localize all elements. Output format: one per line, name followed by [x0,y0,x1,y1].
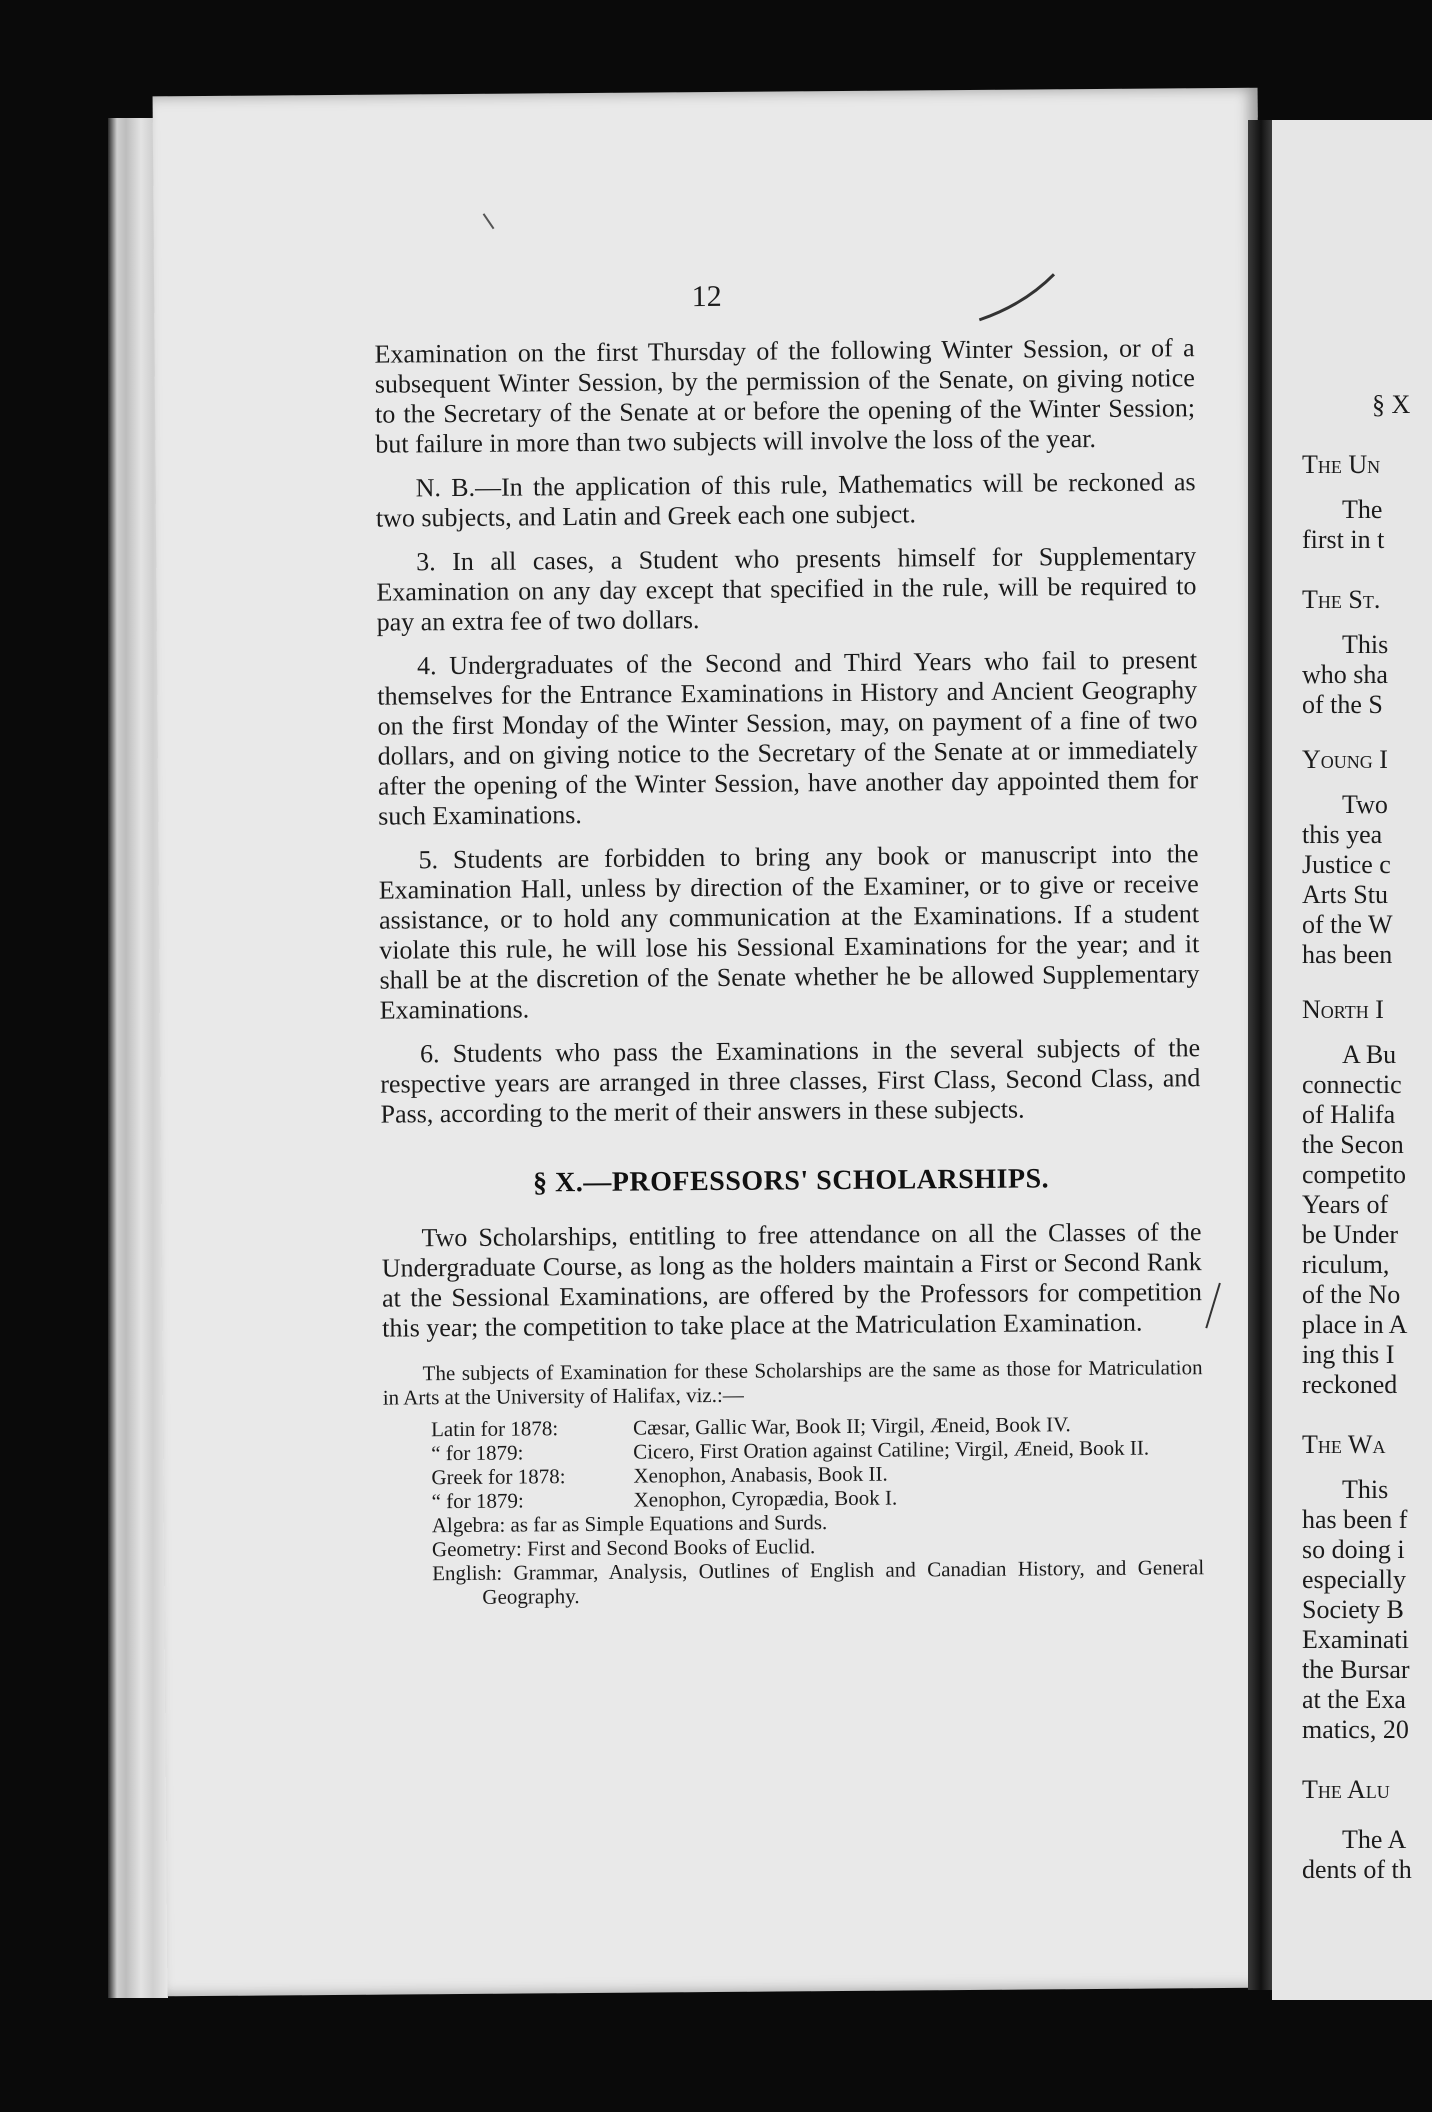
subject-label: Greek for 1878: [431,1464,566,1490]
subject-label: Latin for 1878: [430,1416,559,1442]
section-heading: § X.—PROFESSORS' SCHOLARSHIPS. [532,1163,1050,1199]
facing-page-line: The [1342,495,1383,524]
facing-page-line: reckoned [1302,1370,1398,1399]
subject-text: Xenophon, Anabasis, Book II. [633,1461,888,1488]
facing-page-line: matics, 20 [1302,1715,1409,1744]
facing-page-line: dents of th [1302,1855,1412,1884]
page-number: 12 [691,279,722,314]
subject-text: Cicero, First Oration against Catiline; Virgil, Æneid, Book II. [633,1435,1150,1464]
facing-page-line: A Bu [1342,1040,1397,1069]
left-page [153,88,1273,1997]
facing-page-line: of the W [1302,910,1393,939]
facing-page-line: first in t [1302,525,1385,554]
facing-page-line: who sha [1302,660,1388,689]
facing-page-line: Society B [1302,1595,1404,1624]
facing-page-line: riculum, [1302,1250,1390,1279]
facing-page-line: The St. [1302,585,1381,614]
book-gutter [1248,120,1274,1990]
facing-page-line: of the S [1302,690,1383,719]
facing-page-line: be Under [1302,1220,1399,1249]
facing-page-line: place in A [1302,1310,1408,1339]
subject-list [383,1411,1204,1609]
facing-page-line: North I [1302,995,1384,1024]
facing-page-line: competito [1302,1160,1406,1189]
scholarship-paragraph: Two Scholarships, entitling to free attendance on all the Classes of the Undergraduate Course, as long as the holders maintain a First or Second Rank at the Sessional Examinations, are offered by the Professors for competition this year; the competition to take place at the Matriculation Examination. [381,1217,1203,1343]
facing-page-line: The Un [1302,450,1381,479]
facing-page-line: the Bursar [1302,1655,1410,1684]
facing-page-line: this yea [1302,820,1383,849]
paragraph-rule-6: 6. Students who pass the Examinations in the several subjects of the respective years are arranged in three classes, First Class, Second Class, and Pass, according to the merit of their answers in these subjects. [380,1033,1201,1129]
paragraph-rule-4: 4. Undergraduates of the Second and Third Years who fail to present themselves for the Entrance Examinations in History and Ancient Geography on the first Monday of the Winter Session, may, on payment of a fine of two dollars, and on giving notice to the Secretary of the Senate at or immediately after the opening of the Winter Session, have another day appointed them for such Examinations. [377,645,1199,831]
facing-page-line: The A [1342,1825,1407,1854]
subject-geometry: Geometry: First and Second Books of Euclid. [431,1534,816,1562]
subject-algebra: Algebra: as far as Simple Equations and Surds. [431,1510,828,1538]
facing-page-line: ing this I [1302,1340,1395,1369]
facing-page-line: Two [1342,790,1388,819]
paragraph-rule-3: 3. In all cases, a Student who presents himself for Supplementary Examination on any day except that specified in the rule, will be required to pay an extra fee of two dollars. [376,541,1197,637]
page-body [374,333,1204,1609]
subject-text: Xenophon, Cyropædia, Book I. [633,1485,898,1512]
paragraph-rule-5: 5. Students are forbidden to bring any book or manuscript into the Examination Hall, unless by direction of the Examiner, or to give or receive assistance, or to hold any communication at the Examinations. If a student violate this rule, he will lose his Sessional Examinations for the year; and it shall be at the discretion of the Senate whether he be allowed Supplementary Examinations. [378,839,1200,1025]
facing-page-line: has been [1302,940,1393,969]
subject-label: “ for 1879: [431,1488,524,1514]
facing-page-line: at the Exa [1302,1685,1406,1714]
subject-text: Cæsar, Gallic War, Book II; Virgil, Æneid, Book IV. [632,1412,1071,1440]
facing-page-line: § X [1372,390,1411,419]
facing-page-line: of the No [1302,1280,1401,1309]
paragraph-continuation: Examination on the first Thursday of the following Winter Session, or of a subsequent Winter Session, by the permission of the Senate, on giving notice to the Secretary of the Senate at or before the opening of the Winter Session; but failure in more than two subjects will involve the loss of the year. [374,333,1196,459]
facing-page-line: The Alu [1302,1775,1390,1804]
facing-page-line: Justice c [1302,850,1391,879]
facing-page-line: especially [1302,1565,1406,1594]
facing-page-line: connectic [1302,1070,1402,1099]
facing-page-line: the Secon [1302,1130,1404,1159]
subjects-intro: The subjects of Examination for these Scholarships are the same as those for Matriculation in Arts at the University of Halifax, viz.:— [382,1355,1203,1410]
subject-label: “ for 1879: [431,1440,524,1466]
facing-page-line: This [1342,630,1389,659]
paragraph-nb: N. B.—In the application of this rule, Mathematics will be reckoned as two subjects, and Latin and Greek each one subject. [375,467,1196,533]
facing-page [1272,120,1432,2000]
facing-page-line: This [1342,1475,1389,1504]
facing-page-line: Arts Stu [1302,880,1388,909]
subject-english: English: Grammar, Analysis, Outlines of English and Canadian History, and General Geography. [432,1555,1205,1609]
facing-page-line: Examinati [1302,1625,1409,1654]
facing-page-line: The Wa [1302,1430,1386,1459]
facing-page-line: has been f [1302,1505,1408,1534]
facing-page-line: so doing i [1302,1535,1405,1564]
facing-page-line: Young I [1302,745,1388,774]
facing-page-line: of Halifa [1302,1100,1396,1129]
facing-page-line: Years of [1302,1190,1389,1219]
